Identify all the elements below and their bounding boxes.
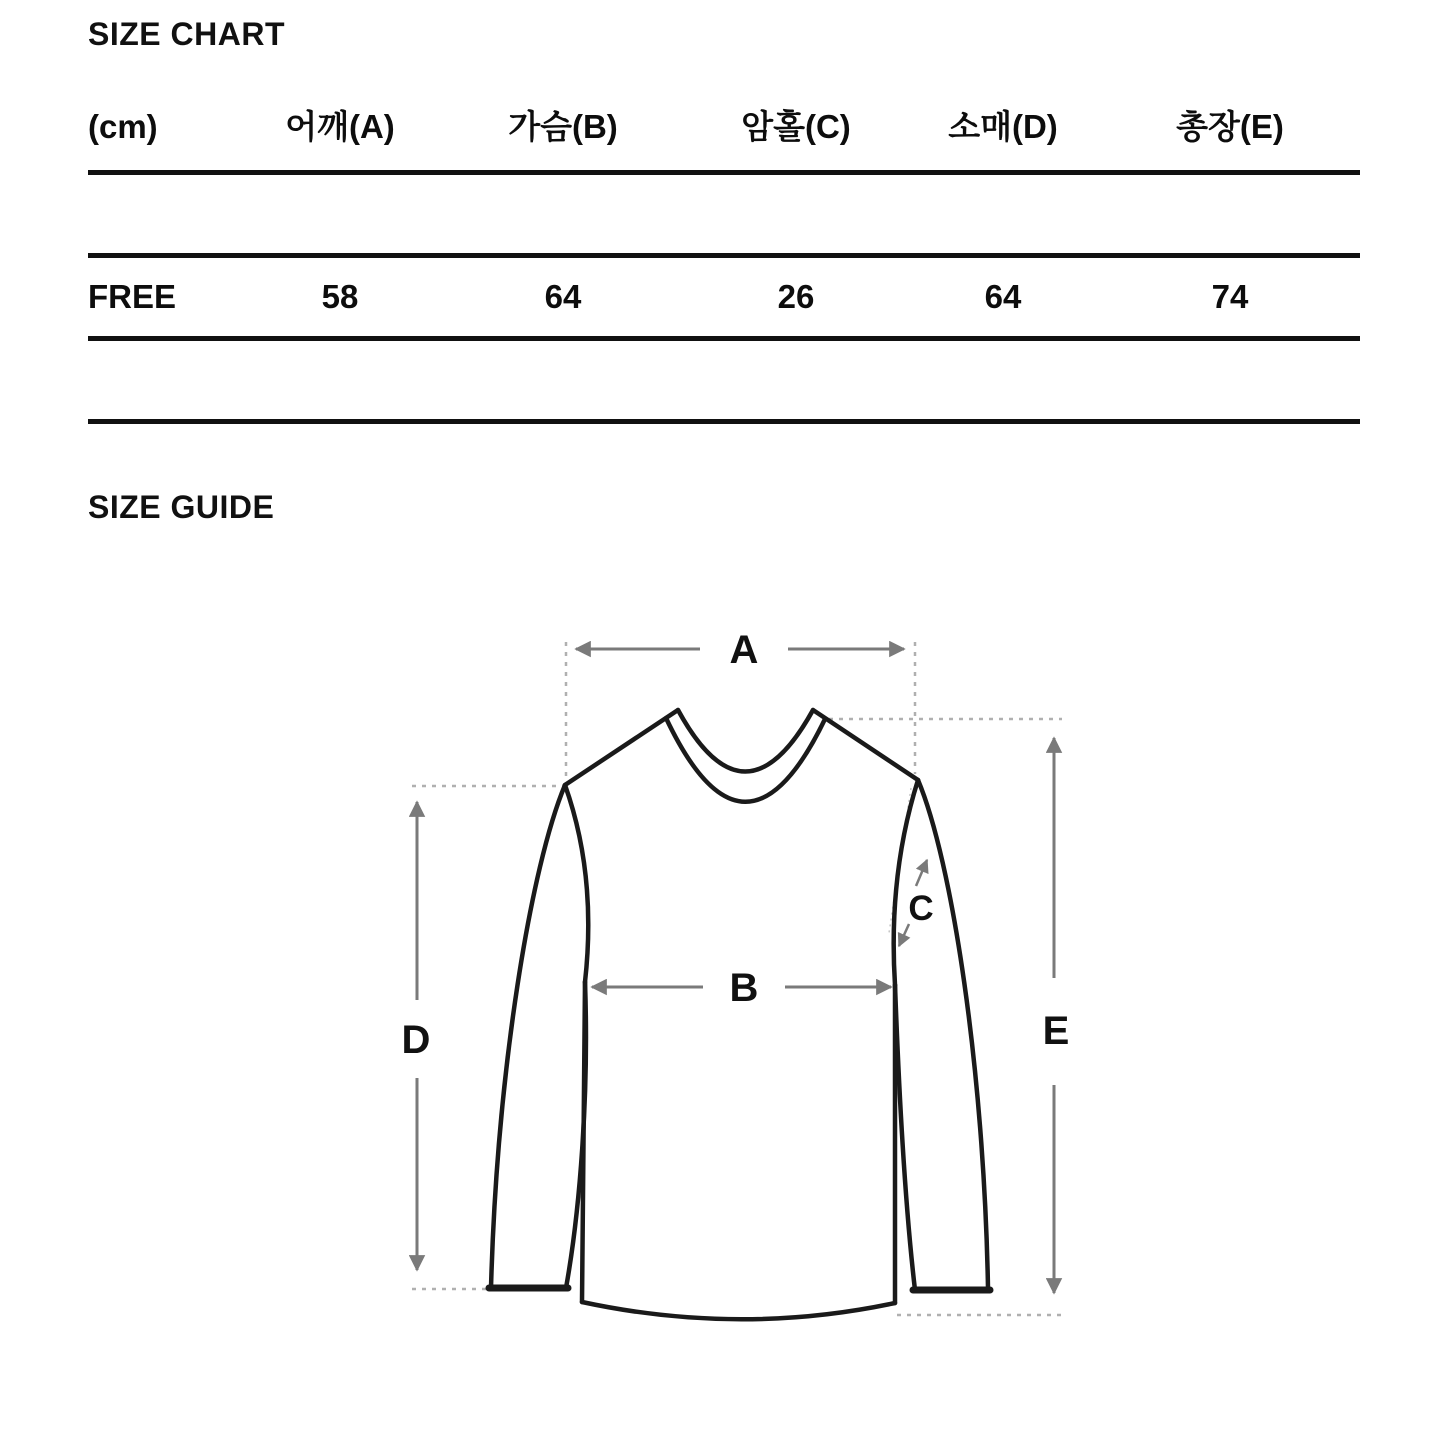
table-rule-1 <box>88 170 1360 175</box>
body-side-left <box>582 982 585 1302</box>
label-d: D <box>401 1018 431 1062</box>
size-chart-header-row <box>88 102 1360 152</box>
table-rule-2 <box>88 253 1360 258</box>
size-chart-title: SIZE CHART <box>88 16 285 52</box>
sleeve-left-outer-edge <box>491 785 565 1288</box>
col-header-chest: 가슴(B) <box>508 108 618 145</box>
value-sleeve: 64 <box>984 278 1022 315</box>
value-length: 74 <box>1211 278 1249 315</box>
armhole-right <box>894 780 918 985</box>
armhole-left <box>565 785 588 982</box>
sleeve-right-inner-edge <box>895 985 915 1290</box>
shirt-outline <box>489 710 990 1319</box>
shoulder-seam-left <box>565 710 678 785</box>
label-e: E <box>1042 1009 1070 1053</box>
label-b: B <box>729 966 759 1010</box>
size-chart-data-row <box>88 272 1360 322</box>
sleeve-right-outer-edge <box>918 780 988 1288</box>
label-a: A <box>729 628 759 672</box>
hem-curve <box>582 1302 895 1319</box>
size-guide-diagram <box>0 560 1440 1440</box>
col-header-shoulder: 어깨(A) <box>285 108 395 145</box>
value-chest: 64 <box>544 278 582 315</box>
shoulder-seam-right <box>813 710 918 780</box>
size-guide-title: SIZE GUIDE <box>88 489 275 525</box>
col-header-armhole: 암홀(C) <box>741 108 851 145</box>
unit-label: (cm) <box>88 108 158 145</box>
col-header-sleeve: 소매(D) <box>948 108 1058 145</box>
value-armhole: 26 <box>777 278 815 315</box>
size-label: FREE <box>88 278 177 315</box>
value-shoulder: 58 <box>321 278 359 315</box>
collar-inner-arc <box>678 710 813 772</box>
col-header-length: 총장(E) <box>1176 108 1284 145</box>
table-rule-3 <box>88 336 1360 341</box>
label-c: C <box>908 889 934 928</box>
dim-c-up <box>916 860 927 886</box>
table-rule-4 <box>88 419 1360 424</box>
